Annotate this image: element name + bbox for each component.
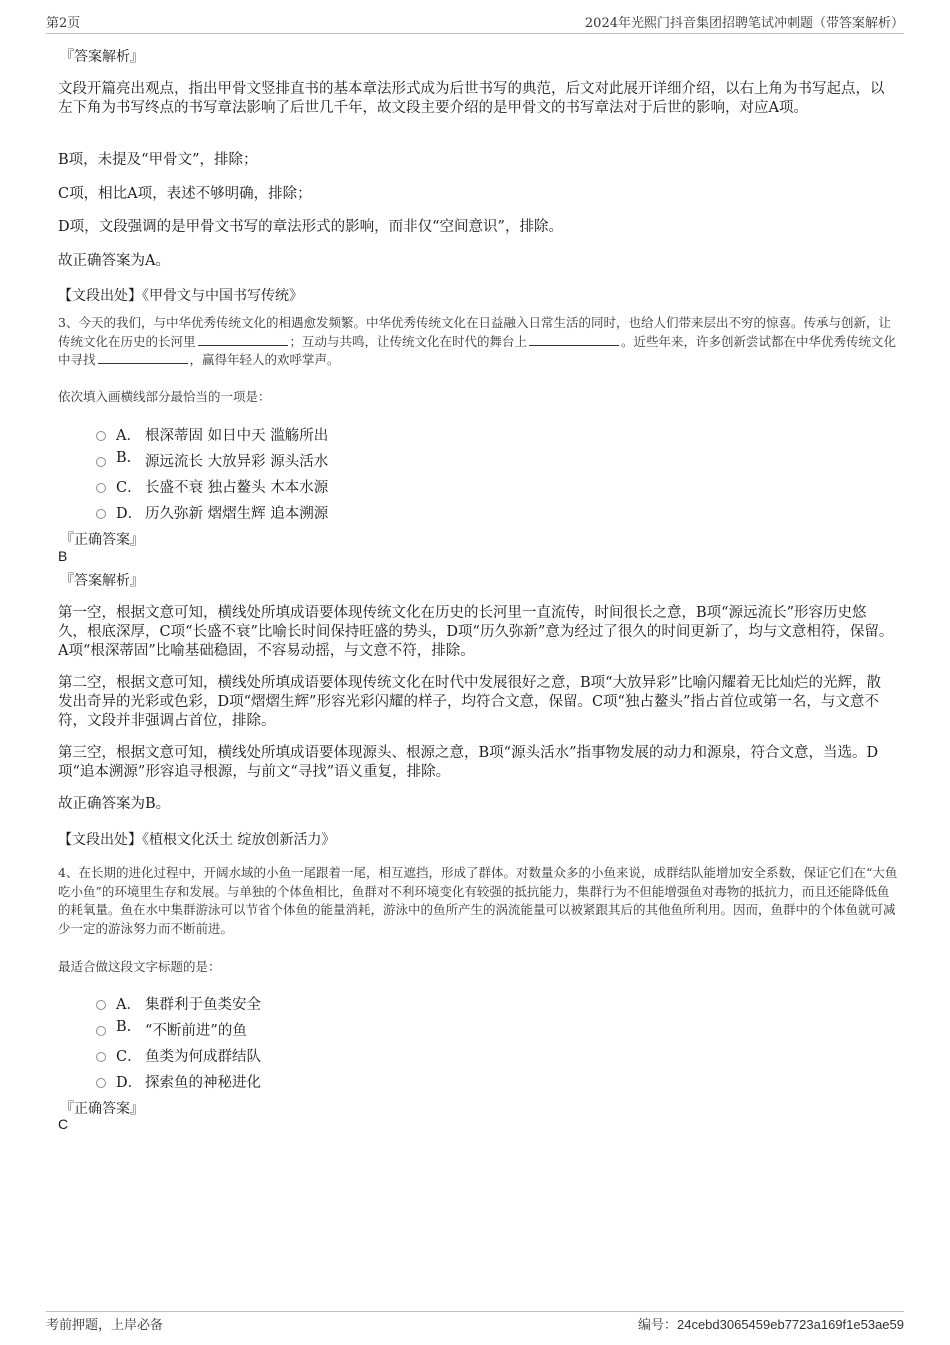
question-prompt: 依次填入画横线部分最恰当的一项是： [58, 389, 271, 404]
option-text: 历久弥新 熠熠生辉 追本溯源 [145, 506, 329, 522]
option-text: 集群利于鱼类安全 [145, 997, 261, 1013]
option-key: A． [116, 428, 141, 444]
passage-source: 【文段出处】《植根文化沃土 绽放创新活力》 [58, 832, 336, 848]
conclusion: 故正确答案为B。 [58, 796, 171, 812]
option-key: A． [116, 997, 141, 1013]
footer-slogan: 考前押题，上岸必备 [46, 1318, 164, 1333]
fill-blank-3[interactable] [98, 351, 188, 364]
correct-answer: C [58, 1116, 69, 1132]
analysis-blank-2: 第二空，根据文意可知，横线处所填成语要体现传统文化在时代中发展很好之意，B项“大放异彩”比喻闪耀着无比灿烂的光辉，散发出奇异的光彩或色彩，D项“熠熠生辉”形容光彩闪耀的样子，均符合文意，保留。C项“独占鳌头”指占首位或第一名，与文意不符，文段并非强调占首位，排除。 [58, 675, 881, 729]
analysis-option-d: D项，文段强调的是甲骨文书写的章法形式的影响，而非仅“空间意识”，排除。 [58, 219, 563, 235]
radio-icon[interactable] [96, 1026, 106, 1036]
correct-answer-label: 『正确答案』 [60, 1101, 144, 1117]
analysis-blank-3: 第三空，根据文意可知，横线处所填成语要体现源头、根源之意，B项“源头活水”指事物发展的动力和源泉，符合文意，当选。D项“追本溯源”形容追寻根源，与前文“寻找”语义重复，排除。 [58, 745, 879, 780]
fill-blank-1[interactable] [198, 333, 288, 346]
radio-icon[interactable] [96, 431, 106, 441]
radio-icon[interactable] [96, 457, 106, 467]
option-key: D． [116, 506, 143, 522]
radio-icon[interactable] [96, 483, 106, 493]
question-stem [58, 314, 898, 370]
option-key: C． [116, 1049, 142, 1065]
stem-part-1: 3、今天的我们，与中华优秀传统文化的相遇愈发频繁。中华优秀传统文化在日益融入日常生活的同时，也给人们带来层出不穷的惊喜。传承与创新，让传统文化在历史的长河里 [58, 315, 891, 349]
stem-part-2: ；互动与共鸣，让传统文化在时代的舞台上 [289, 333, 528, 349]
passage-source: 【文段出处】《甲骨文与中国书写传统》 [58, 288, 303, 304]
option-text: 探索鱼的神秘进化 [145, 1075, 261, 1091]
stem-part-4: ，赢得年轻人的欢呼掌声。 [189, 352, 340, 367]
page-number: 第2页 [46, 16, 81, 31]
radio-icon[interactable] [96, 509, 106, 519]
code-label: 编号： [637, 1318, 677, 1333]
stem-part-3: 。近些年来，许多创新尝试都在中华优秀传统文化中寻找 [58, 333, 897, 367]
radio-icon[interactable] [96, 1078, 106, 1088]
conclusion: 故正确答案为A。 [58, 253, 170, 269]
analysis-blank-1: 第一空，根据文意可知，横线处所填成语要体现传统文化在历史的长河里一直流传，时间很长之意，B项“源远流长”形容历史悠久，根底深厚，C项“长盛不衰”比喻长时间保持旺盛的势头，D项“历久弥新”意为经过了很久的时间更新了，均与文意相符，保留。A项“根深蒂固”比喻基础稳固，不容易动摇，与文意不符，排除。 [58, 605, 894, 659]
document-title: 2024年光熙门抖音集团招聘笔试冲刺题（带答案解析） [584, 16, 904, 31]
option-text: “不断前进”的鱼 [145, 1023, 247, 1039]
radio-icon[interactable] [96, 1052, 106, 1062]
option-text: 源远流长 大放异彩 源头活水 [145, 454, 329, 470]
option-key: B. [116, 1019, 132, 1035]
code-value: 24cebd3065459eb7723a169f1e53ae59 [676, 1317, 904, 1332]
page-header [46, 12, 904, 32]
analysis-option-c: C项，相比A项，表述不够明确，排除； [58, 186, 312, 202]
option-key: B. [116, 450, 132, 466]
option-text: 根深蒂固 如日中天 滥觞所出 [145, 428, 329, 444]
analysis-paragraph: 文段开篇亮出观点，指出甲骨文竖排直书的基本章法形式成为后世书写的典范，后文对此展开详细介绍，以右上角为书写起点，以左下角为书写终点的书写章法影响了后世几千年，故文段主要介绍的是甲骨文的书写章法对于后世的影响，对应A项。 [58, 81, 885, 116]
option-key: D． [116, 1075, 143, 1091]
fill-blank-2[interactable] [529, 333, 619, 346]
question-stem: 4、在长期的进化过程中，开阔水域的小鱼一尾跟着一尾，相互遮挡，形成了群体。对数量众多的小鱼来说，成群结队能增加安全系数，保证它们在“大鱼吃小鱼”的环境里生存和发展。与单独的个体鱼相比，鱼群对不利环境变化有较强的抵抗能力，集群行为不但能增强鱼对毒物的抵抗力，而且还能降低鱼的耗氧量。鱼在水中集群游泳可以节省个体鱼的能量消耗，游泳中的鱼所产生的涡流能量可以被紧跟其后的其他鱼所利用。因而，鱼群中的个体鱼就可减少一定的游泳努力而不断前进。 [58, 865, 898, 936]
document-code [638, 1314, 904, 1333]
correct-answer: B [58, 548, 68, 564]
analysis-option-b: B项，未提及“甲骨文”，排除； [58, 152, 258, 168]
analysis-label: 『答案解析』 [60, 573, 144, 589]
analysis-label: 『答案解析』 [60, 49, 144, 65]
header-divider [46, 33, 904, 34]
option-text: 长盛不衰 独占鳌头 木本水源 [145, 480, 329, 496]
option-text: 鱼类为何成群结队 [145, 1049, 261, 1065]
footer-divider [46, 1311, 904, 1312]
correct-answer-label: 『正确答案』 [60, 532, 144, 548]
option-key: C． [116, 480, 142, 496]
question-prompt: 最适合做这段文字标题的是： [58, 959, 221, 974]
radio-icon[interactable] [96, 1000, 106, 1010]
